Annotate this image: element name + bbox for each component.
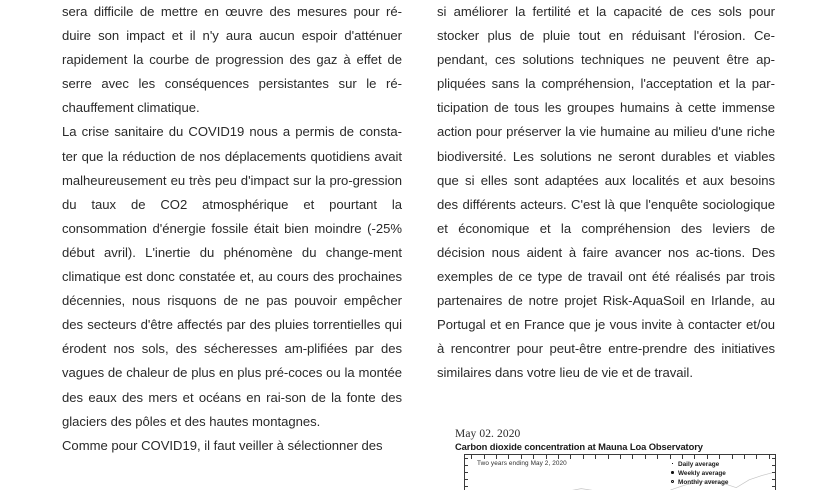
x-axis-ticks [465,455,775,459]
paragraph: si améliorer la fertilité et la capacité de ces sols pour stocker plus de pluie tout en réduisant l'érosion. Ce-pendant, ces solutions techniques ne peuvent être ap-pliquées sans la compréhension, l'acceptation et la par-ticipation de tous les groupes humains à cette immense action pour préserver la vie humaine au milieu d'une riche biodiversité. Les solutions ne seront durables et viables que si elles sont adaptées aux localités et aux besoins des différents acteurs. C'est là que l'enquête sociologique et économique et la compréhension des leviers de décision nous aident à faire avancer nos ac-tions. Des exemples de ce type de travail ont été réalisés par trois partenaires de notre projet Risk-AquaSoil en Irlande, au Portugal et en France que je vous invite à contacter et/ou à rencontrer pour peut-être entre-prendre des initiatives similaires dans votre lieu de vie et de travail. [437,4,775,381]
chart-date-stamp: May 02. 2020 [455,428,521,440]
daily-average-marker-icon [667,460,678,469]
legend-label: Daily average [678,461,720,468]
paragraph: sera difficile de mettre en œuvre des mesures pour ré-duire son impact et il n'y aura aucun espoir d'atténuer rapidement la courbe de progression des gaz à effet de serre avec les conséquences persistantes sur le ré-chauffement climatique. [62,4,402,116]
legend-item [667,478,763,487]
chart-plot-area [455,454,780,490]
chart-frame [464,454,776,490]
legend-label: Monthly average [678,479,729,486]
right-text-column [437,0,775,490]
paragraph: Comme pour COVID19, il faut veiller à sélectionner des [62,437,383,453]
paragraph: La crise sanitaire du COVID19 nous a permis de consta-ter que la réduction de nos déplacements quotidiens avait malheureusement eu très peu d'impact sur la pro-gression du taux de CO2 atmosphérique et pourtant la consommation d'énergie fossile était bien moindre (-25% début avril). L'inertie du phénomène du change-ment climatique est donc constatée et, au cours des prochaines décennies, nous risquons de ne pas pouvoir empêcher des secteurs d'être affectés par des pluies torrentielles qui érodent nos sols, des sécheresses am-plifiées par des vagues de chaleur de plus en plus pré-coces ou la montée des eaux des mers et océans en rai-son de la fonte des glaciers des pôles et des hautes montagnes. [62,124,402,429]
chart-legend [667,460,763,487]
co2-chart-figure [455,428,780,490]
left-text-column [62,0,402,490]
legend-item [667,469,763,478]
chart-title: Carbon dioxide concentration at Mauna Loa Observatory [455,441,703,452]
legend-item [667,460,763,469]
weekly-average-marker-icon [667,469,678,478]
legend-label: Weekly average [678,470,726,477]
chart-subtitle-note: Two years ending May 2, 2020 [477,460,567,467]
monthly-average-marker-icon [667,478,678,487]
